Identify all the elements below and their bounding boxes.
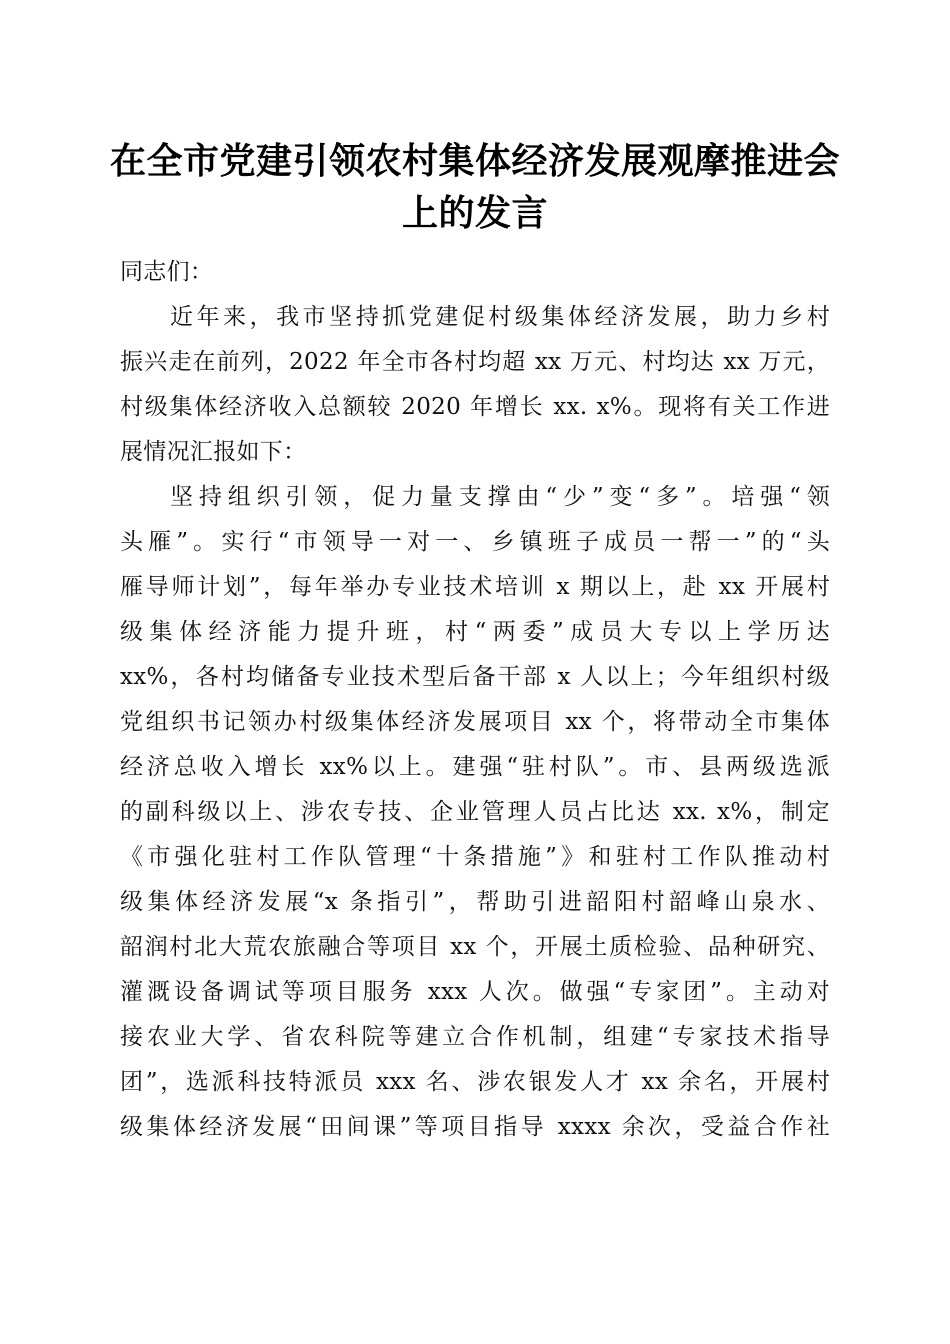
title-line-1: 在全市党建引领农村集体经济发展观摩推进会: [110, 140, 841, 182]
paragraph-2-line: 《市强化驻村工作队管理“十条措施”》和驻村工作队推动村: [120, 844, 830, 870]
paragraph-2-line: 团”，选派科技特派员 xxx 名、涉农银发人才 xx 余名，开展村: [120, 1069, 830, 1095]
paragraph-2-line: 坚持组织引领，促力量支撑由“少”变“多”。培强“领: [170, 484, 830, 510]
greeting: 同志们：: [120, 259, 214, 285]
paragraph-2-line: xx%，各村均储备专业技术型后备干部 x 人以上；今年组织村级: [120, 664, 830, 690]
paragraph-1-line: 展情况汇报如下：: [120, 439, 307, 465]
paragraph-2-line: 级集体经济能力提升班，村“两委”成员大专以上学历达: [120, 619, 830, 645]
document-title: [110, 135, 840, 239]
paragraph-2-line: 韶润村北大荒农旅融合等项目 xx 个，开展土质检验、品种研究、: [120, 934, 830, 960]
paragraph-1-line: 近年来，我市坚持抓党建促村级集体经济发展，助力乡村: [170, 304, 830, 330]
paragraph-2-line: 的副科级以上、涉农专技、企业管理人员占比达 xx. x%，制定: [120, 799, 830, 825]
paragraph-2-line: 党组织书记领办村级集体经济发展项目 xx 个，将带动全市集体: [120, 709, 830, 735]
paragraph-2-line: 灌溉设备调试等项目服务 xxx 人次。做强“专家团”。主动对: [120, 979, 830, 1005]
title-line-2: 上的发言: [401, 192, 548, 234]
paragraph-2-line: 接农业大学、省农科院等建立合作机制，组建“专家技术指导: [120, 1024, 830, 1050]
paragraph-1-line: 村级集体经济收入总额较 2020 年增长 xx. x%。现将有关工作进: [120, 394, 830, 420]
document-body: [120, 250, 830, 1150]
paragraph-2-line: 级集体经济发展“田间课”等项目指导 xxxx 余次，受益合作社: [120, 1114, 830, 1140]
paragraph-1-line: 振兴走在前列，2022 年全市各村均超 xx 万元、村均达 xx 万元，: [120, 349, 830, 375]
paragraph-2-line: 经济总收入增长 xx%以上。建强“驻村队”。市、县两级选派: [120, 754, 830, 780]
paragraph-2-line: 级集体经济发展“x 条指引”，帮助引进韶阳村韶峰山泉水、: [120, 889, 830, 915]
paragraph-2-line: 雁导师计划”，每年举办专业技术培训 x 期以上，赴 xx 开展村: [120, 574, 830, 600]
paragraph-2-line: 头雁”。实行“市领导一对一、乡镇班子成员一帮一”的“头: [120, 529, 830, 555]
